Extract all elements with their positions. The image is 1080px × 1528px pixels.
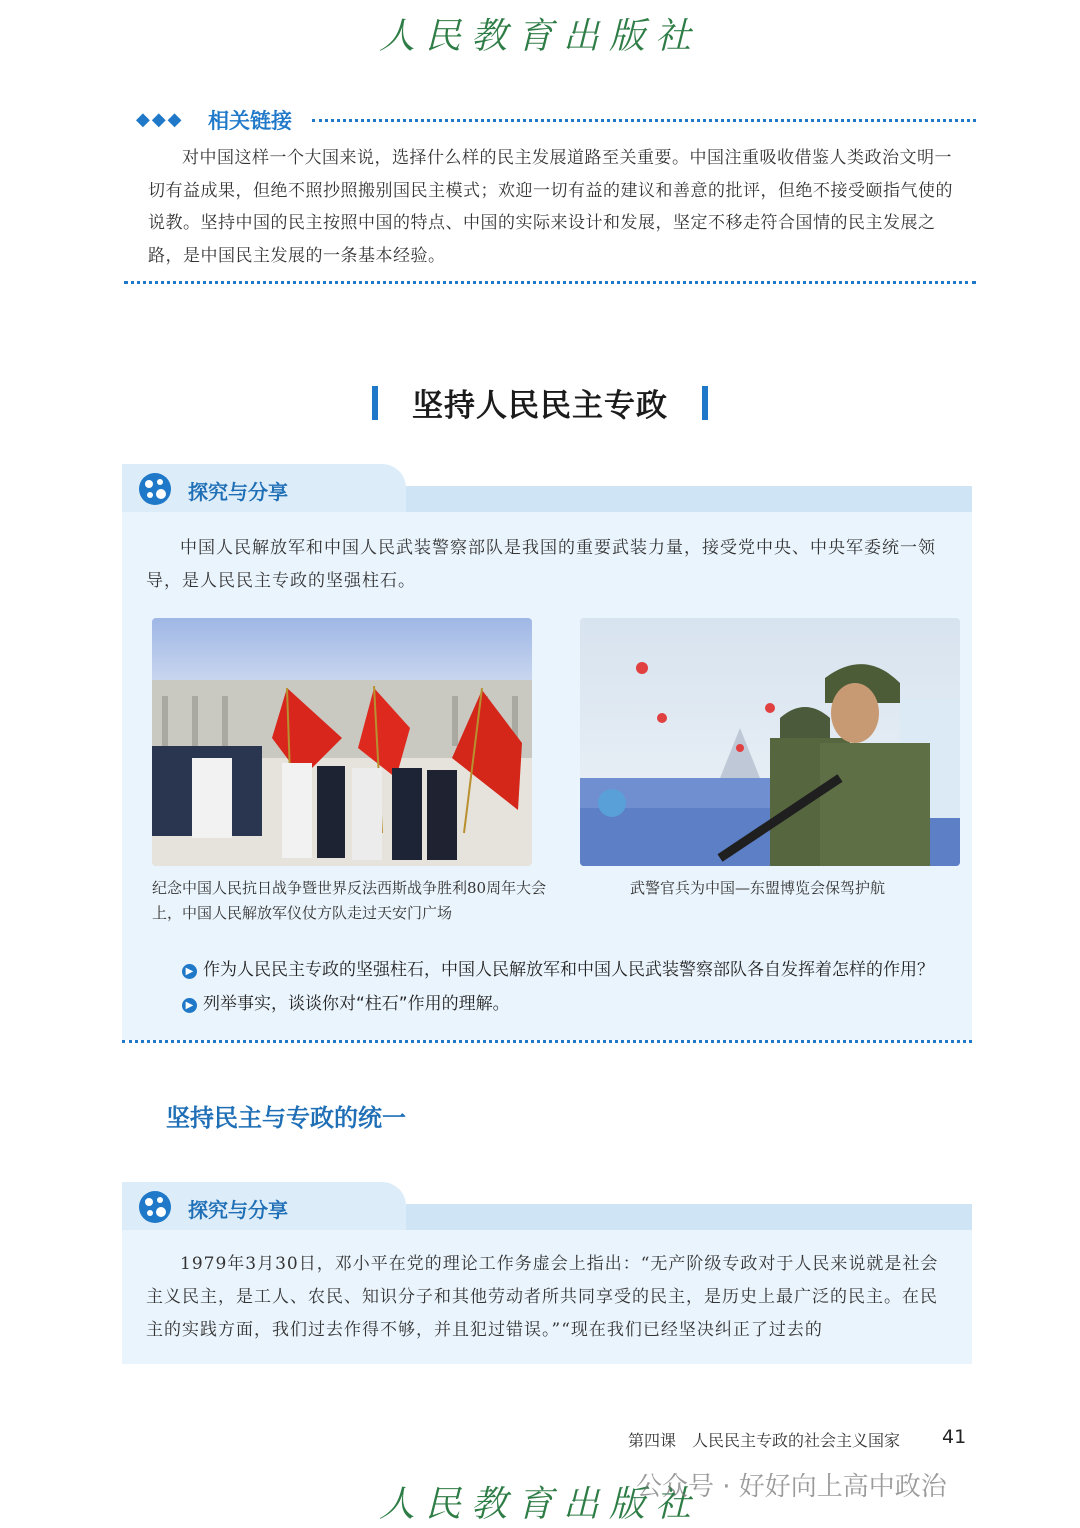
honor-guard-photo <box>152 618 532 866</box>
question-item <box>182 955 934 980</box>
photo1-caption: 纪念中国人民抗日战争暨世界反法西斯战争胜利80周年大会上，中国人民解放军仪仗方队走过天安门广场 <box>152 879 547 922</box>
arrow-bullet-icon: ▶ <box>182 964 197 979</box>
question-text: 列举事实，谈谈你对“柱石”作用的理解。 <box>203 994 510 1014</box>
explore-text: 中国人民解放军和中国人民武装警察部队是我国的重要武装力量，接受党中央、中央军委统一领导，是人民民主专政的坚强柱石。 <box>146 538 936 591</box>
explore-label: 探究与分享 <box>188 1198 288 1222</box>
question-item <box>182 989 510 1014</box>
arrow-bullet-icon: ▶ <box>182 998 197 1013</box>
publisher-logo-top: 人民教育出版社 <box>378 16 701 57</box>
photo2-caption: 武警官兵为中国—东盟博览会保驾护航 <box>630 879 886 897</box>
heading-bar-right <box>702 386 708 420</box>
related-links-title: 相关链接 <box>208 109 292 133</box>
question-text: 作为人民民主专政的坚强柱石，中国人民解放军和中国人民武装警察部队各自发挥着怎样的作用？ <box>203 960 934 980</box>
page-number: 41 <box>942 1426 967 1448</box>
lesson-title: 第四课 人民民主专政的社会主义国家 <box>628 1431 901 1450</box>
publisher-logo-bottom: 人民教育出版社 <box>378 1484 701 1525</box>
dotted-divider <box>312 119 976 122</box>
section-heading <box>0 380 1080 425</box>
explore-icon <box>138 472 172 506</box>
diamond-icons: ◆◆◆ <box>136 109 184 130</box>
armed-police-photo <box>580 618 960 866</box>
section-heading-text: 坚持人民民主专政 <box>412 388 668 424</box>
related-links-header <box>136 104 976 136</box>
subheading: 坚持民主与专政的统一 <box>166 1103 406 1132</box>
dotted-divider <box>124 281 976 284</box>
explore-text: 1979年3月30日，邓小平在党的理论工作务虚会上指出：“无产阶级专政对于人民来说就是社会主义民主，是工人、农民、知识分子和其他劳动者所共同享受的民主，是历史上最广泛的民主。在民主的实践方面，我们过去作得不够，并且犯过错误。”“现在我们已经坚决纠正了过去的 <box>146 1254 939 1340</box>
explore-icon <box>138 1190 172 1224</box>
related-links-text: 对中国这样一个大国来说，选择什么样的民主发展道路至关重要。中国注重吸收借鉴人类政治文明一切有益成果，但绝不照抄照搬别国民主模式；欢迎一切有益的建议和善意的批评，但绝不接受颐指气使的说教。坚持中国的民主按照中国的特点、中国的实际来设计和发展，坚定不移走符合国情的民主发展之路，是中国民主发展的一条基本经验。 <box>148 148 953 266</box>
heading-bar-left <box>372 386 378 420</box>
watermark: 公众号 · 好好向上高中政治 <box>636 1472 947 1502</box>
dotted-divider <box>122 1040 972 1043</box>
explore-label: 探究与分享 <box>188 480 288 504</box>
